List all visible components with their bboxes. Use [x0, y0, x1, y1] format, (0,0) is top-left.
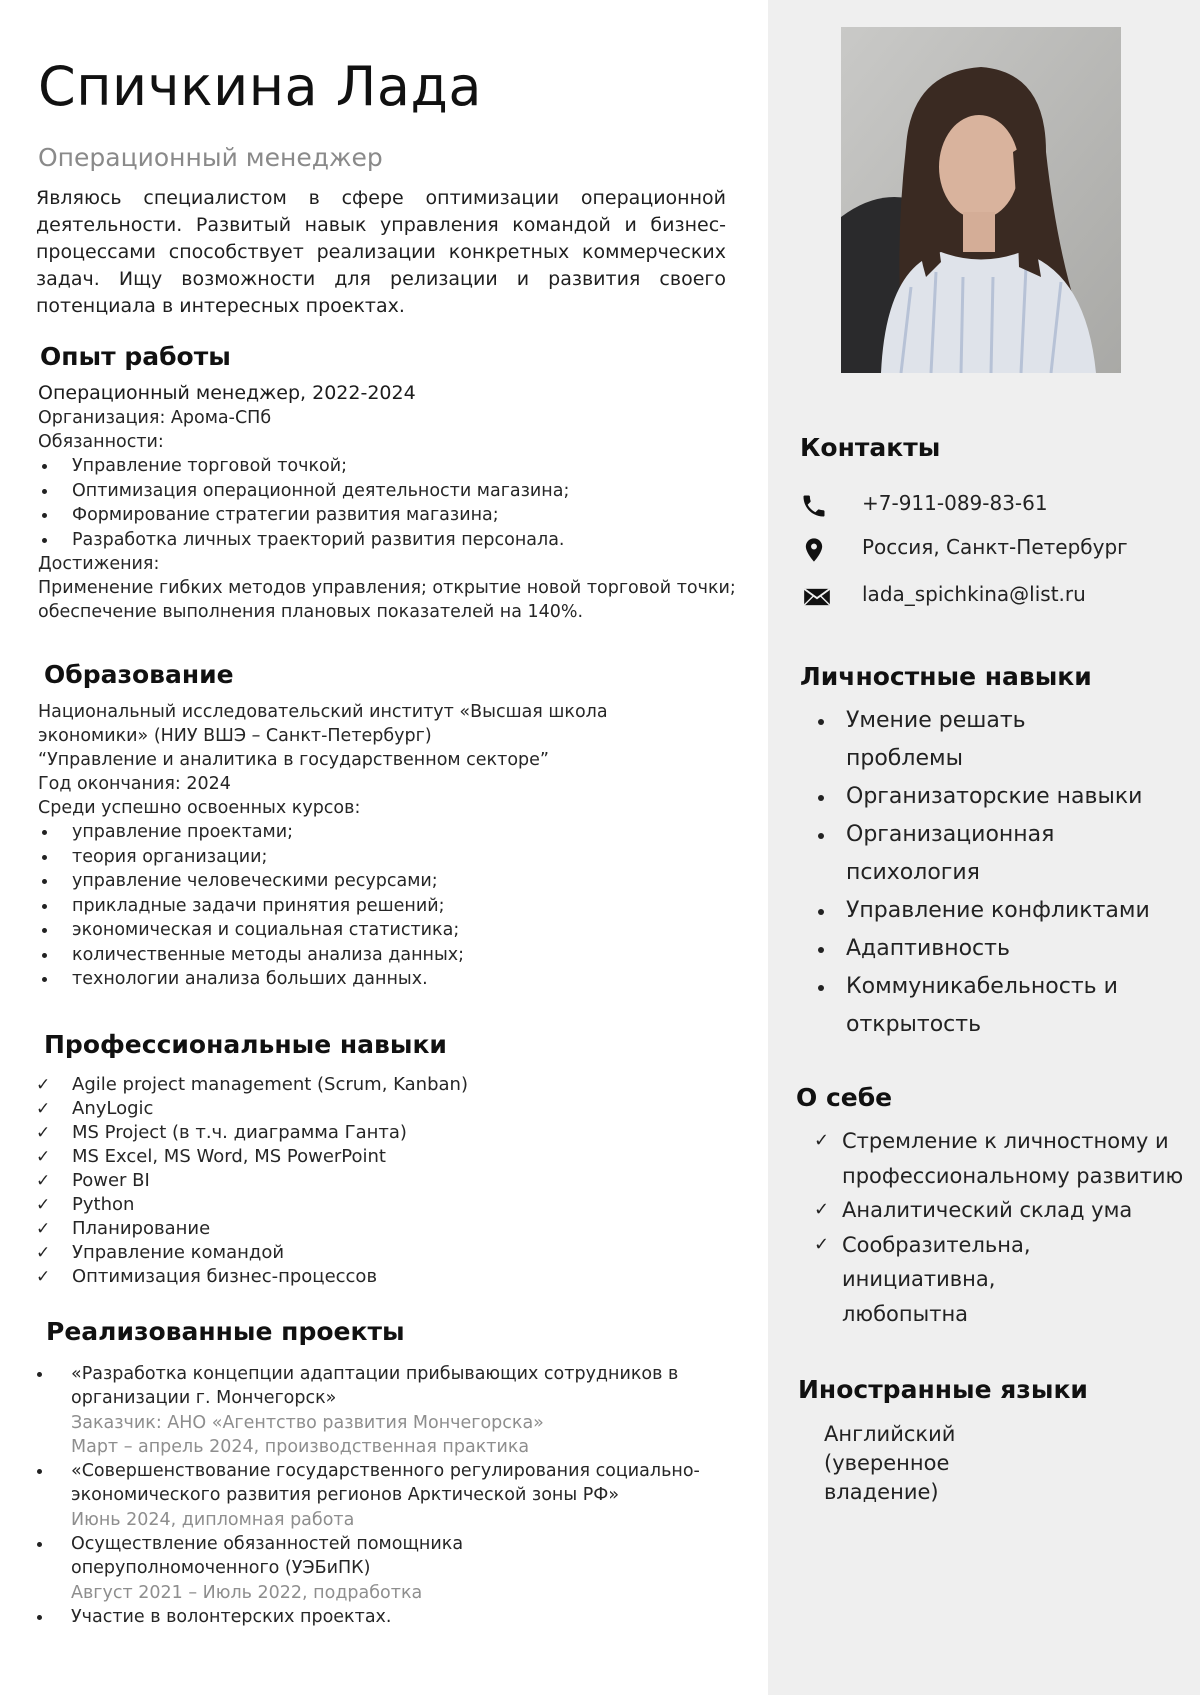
list-item: Адаптивность: [800, 930, 1180, 968]
skill-label: MS Project (в т.ч. диаграмма Ганта): [72, 1122, 407, 1143]
list-item: управление проектами;: [0, 820, 678, 845]
pro-skills-heading: Профессиональные навыки: [44, 1030, 447, 1059]
envelope-icon: [800, 583, 834, 611]
check-icon: ✓: [814, 1130, 830, 1151]
check-icon: ✓: [814, 1233, 830, 1255]
achievements-text: Применение гибких методов управления; открытие новой торговой точки; обеспечение выполнения плановых показателей на 140%.: [38, 578, 736, 622]
check-icon: ✓: [36, 1171, 51, 1191]
achievements-label: Достижения:: [38, 554, 160, 574]
list-item: экономическая и социальная статистика;: [0, 918, 678, 943]
list-item: Оптимизация операционной деятельности магазина;: [0, 479, 738, 504]
about-text: Сообразительна, инициативна, любопытна: [842, 1232, 1031, 1326]
location-text: Россия, Санкт-Петербург: [862, 535, 1128, 559]
personal-skills-heading: Личностные навыки: [800, 662, 1092, 691]
about-list: [796, 1124, 1186, 1331]
list-item: Организационная психология: [800, 816, 1076, 892]
check-icon: ✓: [36, 1219, 51, 1239]
phone-text: +7-911-089-83-61: [862, 491, 1048, 515]
project-item: [35, 1362, 745, 1459]
summary-text: Являюсь специалистом в сфере оптимизации операционной деятельности. Развитый навык управления командой и бизнес-процессами способствует реализации конкретных коммерческих задач. Ищу возможности для релизации и развития своего потенциала в интересных проектах.: [36, 187, 726, 317]
education-year: Год окончания: 2024: [38, 774, 231, 794]
check-icon: ✓: [36, 1195, 51, 1215]
check-icon: ✓: [814, 1199, 830, 1220]
person-name: Спичкина Лада: [38, 55, 482, 118]
projects-heading: Реализованные проекты: [46, 1317, 405, 1346]
contact-location: [800, 533, 1180, 567]
list-item: [796, 1124, 1186, 1193]
project-item: [35, 1459, 745, 1532]
about-text: Аналитический склад ума: [842, 1198, 1133, 1222]
project-name: Участие в волонтерских проектах.: [71, 1606, 392, 1627]
project-item: [35, 1605, 745, 1629]
list-item: Организаторские навыки: [800, 778, 1180, 816]
contact-phone: [800, 489, 1180, 523]
check-icon: ✓: [36, 1243, 51, 1263]
education-section: [38, 700, 678, 992]
skill-label: Управление командой: [72, 1242, 285, 1263]
projects-list: [35, 1362, 745, 1629]
skill-label: Python: [72, 1194, 135, 1215]
check-icon: ✓: [36, 1123, 51, 1143]
job-role: Операционный менеджер: [38, 143, 383, 172]
education-heading: Образование: [44, 660, 234, 689]
list-item: [796, 1228, 1092, 1332]
check-icon: ✓: [36, 1267, 51, 1287]
list-item: [0, 1217, 660, 1241]
list-item: Разработка личных траекторий развития персонала.: [0, 528, 738, 553]
courses-list: [0, 820, 678, 992]
list-item: [0, 1193, 660, 1217]
skill-label: Power BI: [72, 1170, 150, 1191]
languages-heading: Иностранные языки: [798, 1375, 1088, 1404]
list-item: количественные методы анализа данных;: [0, 943, 678, 968]
project-item: [35, 1532, 745, 1605]
project-meta: Март – апрель 2024, производственная практика: [71, 1436, 530, 1457]
check-icon: ✓: [36, 1147, 51, 1167]
project-meta: Август 2021 – Июль 2022, подработка: [71, 1582, 423, 1603]
location-pin-icon: [800, 536, 828, 564]
list-item: [0, 1169, 660, 1193]
languages-text: Английский (уверенное владение): [824, 1422, 956, 1504]
skill-label: MS Excel, MS Word, MS PowerPoint: [72, 1146, 386, 1167]
project-name: Осуществление обязанностей помощника оперуполномоченного (УЭБиПК): [71, 1534, 464, 1579]
project-name: «Разработка концепции адаптации прибывающих сотрудников в организации г. Мончегорск»: [71, 1364, 679, 1409]
list-item: теория организации;: [0, 845, 678, 870]
list-item: прикладные задачи принятия решений;: [0, 894, 678, 919]
list-item: управление человеческими ресурсами;: [0, 869, 678, 894]
duties-list: [0, 454, 738, 552]
list-item: Управление торговой точкой;: [0, 454, 738, 479]
contact-email: [800, 580, 1180, 614]
experience-organization: Организация: Арома-СПб: [38, 408, 272, 428]
education-institution: Национальный исследовательский институт «Высшая школа экономики» (НИУ ВШЭ – Санкт-Петербург): [38, 702, 608, 746]
list-item: Управление конфликтами: [800, 892, 1180, 930]
skill-label: Agile project management (Scrum, Kanban): [72, 1074, 468, 1095]
check-icon: ✓: [36, 1099, 51, 1119]
project-name: «Совершенствование государственного регулирования социально-экономического развития регионов Арктической зоны РФ»: [71, 1461, 700, 1506]
skill-label: AnyLogic: [72, 1098, 154, 1119]
pro-skills-list: [0, 1073, 660, 1289]
list-item: [796, 1193, 1186, 1228]
phone-icon: [800, 492, 828, 520]
portrait-photo-icon: [841, 27, 1121, 373]
list-item: Формирование стратегии развития магазина;: [0, 503, 738, 528]
list-item: [0, 1145, 660, 1169]
email-text[interactable]: lada_spichkina@list.ru: [862, 582, 1086, 606]
experience-position: Операционный менеджер, 2022-2024: [38, 382, 416, 404]
list-item: Умение решать проблемы: [800, 702, 1046, 778]
list-item: [0, 1121, 660, 1145]
list-item: [0, 1241, 660, 1265]
education-program: “Управление и аналитика в государственном секторе”: [38, 750, 549, 770]
courses-label: Среди успешно освоенных курсов:: [38, 798, 361, 818]
duties-label: Обязанности:: [38, 432, 164, 452]
about-text: Стремление к личностному и профессиональному развитию: [842, 1129, 1184, 1188]
project-client: Заказчик: АНО «Агентство развития Мончегорска»: [71, 1412, 544, 1433]
skill-label: Планирование: [72, 1218, 211, 1239]
project-meta: Июнь 2024, дипломная работа: [71, 1509, 355, 1530]
list-item: [0, 1073, 660, 1097]
experience-section: [38, 380, 738, 624]
about-heading: О себе: [796, 1083, 893, 1112]
personal-skills-list: [800, 702, 1180, 1044]
list-item: технологии анализа больших данных.: [0, 967, 678, 992]
profile-photo: [841, 27, 1121, 373]
list-item: Коммуникабельность и открытость: [800, 968, 1146, 1044]
list-item: [0, 1097, 660, 1121]
check-icon: ✓: [36, 1075, 51, 1095]
experience-heading: Опыт работы: [40, 342, 231, 371]
skill-label: Оптимизация бизнес-процессов: [72, 1266, 378, 1287]
contacts-heading: Контакты: [800, 433, 941, 462]
list-item: [0, 1265, 660, 1289]
